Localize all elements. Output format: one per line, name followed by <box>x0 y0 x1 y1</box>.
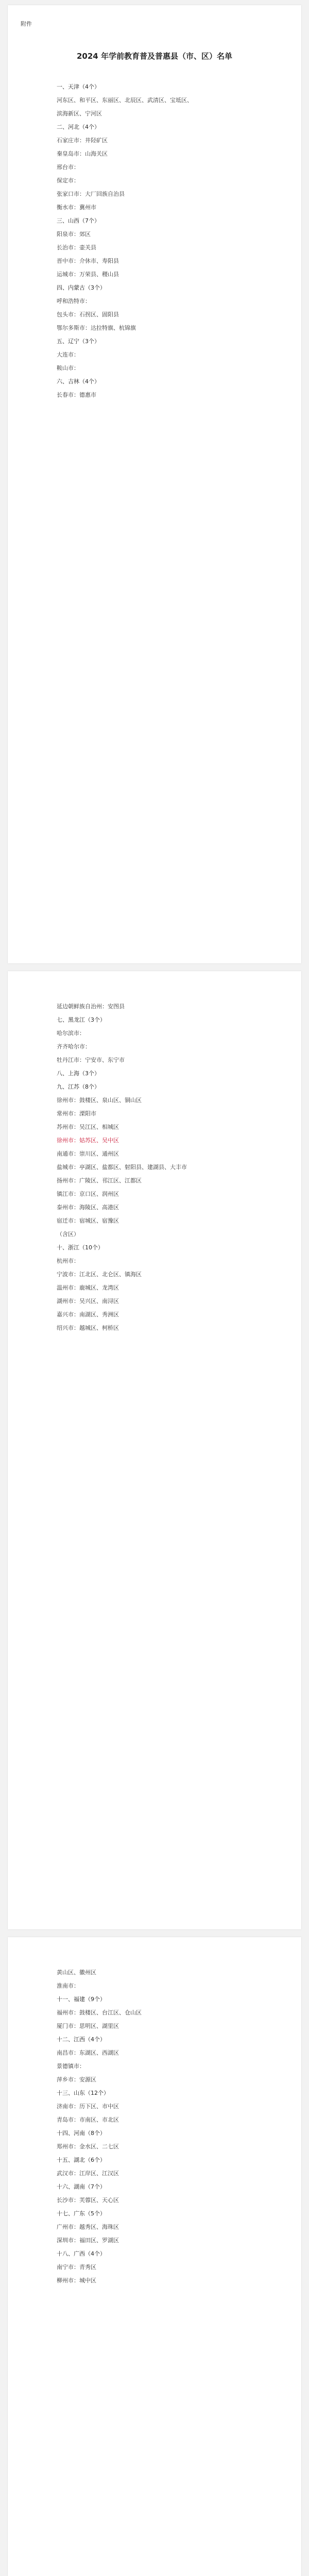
district-line: 保定市： <box>57 177 79 184</box>
district-line: 杭州市： <box>57 1258 79 1264</box>
district-line: 晋中市：介休市、寿阳县 <box>57 258 119 264</box>
region-heading: 十三、山东（12个） <box>57 2090 109 2096</box>
district-line: 鄂尔多斯市：达拉特旗、杭锦旗 <box>57 325 136 331</box>
district-line: 呼和浩特市： <box>57 298 91 304</box>
district-line: 石家庄市：井陉矿区 <box>57 137 108 144</box>
region-heading: 四、内蒙古（3个） <box>57 284 106 291</box>
region-heading: 九、江苏（8个） <box>57 1083 100 1090</box>
region-heading: 六、吉林（4个） <box>57 378 100 385</box>
page-sheet-1 <box>8 5 301 963</box>
district-line: 张家口市：大厂回族自治县 <box>57 191 125 197</box>
district-line: 淮南市： <box>57 1982 79 1989</box>
region-heading: 三、山西（7个） <box>57 217 100 224</box>
district-line: 盐城市：亭湖区、盐都区、射阳县、建湖县、大丰市 <box>57 1164 187 1171</box>
district-line: 徐州市：鼓楼区、泉山区、铜山区 <box>57 1097 142 1104</box>
region-heading: 五、辽宁（3个） <box>57 338 100 345</box>
district-line: 运城市：万荣县、稷山县 <box>57 271 119 278</box>
district-line: 柳州市：城中区 <box>57 2277 96 2284</box>
district-line: 阳泉市：郊区 <box>57 231 91 238</box>
district-line: 黄山区、徽州区 <box>57 1969 96 1976</box>
district-line: 宿迁市：宿城区、宿豫区 <box>57 1217 119 1224</box>
district-line: 鞍山市： <box>57 365 79 371</box>
district-line: 大连市： <box>57 351 79 358</box>
district-line: 徐州市：姑苏区、吴中区 <box>57 1137 119 1144</box>
district-line: 苏州市：吴江区、相城区 <box>57 1124 119 1130</box>
district-line: 长沙市：芙蓉区、天心区 <box>57 2197 119 2204</box>
district-line: 南宁市：青秀区 <box>57 2264 96 2270</box>
district-line: 深圳市：福田区、罗湖区 <box>57 2237 119 2244</box>
district-line: 齐齐哈尔市： <box>57 1043 91 1050</box>
page-title: 2024 年学前教育普及普惠县（市、区）名单 <box>77 52 232 61</box>
district-line: 绍兴市：越城区、柯桥区 <box>57 1325 119 1331</box>
entry-list <box>57 82 273 404</box>
region-heading: 七、黑龙江（3个） <box>57 1016 106 1023</box>
district-line: 牡丹江市：宁安市、东宁市 <box>57 1057 125 1063</box>
district-line: 南昌市：东湖区、西湖区 <box>57 2049 119 2056</box>
region-heading: 十一、福建（9个） <box>57 1996 106 2003</box>
district-line: 邢台市： <box>57 164 79 171</box>
district-line: 镇江市：京口区、润州区 <box>57 1191 119 1197</box>
region-heading: 十六、湖南（7个） <box>57 2183 106 2190</box>
district-line: 广州市：越秀区、海珠区 <box>57 2224 119 2230</box>
entry-list <box>57 1002 273 1337</box>
region-heading: 十七、广东（5个） <box>57 2210 106 2217</box>
region-heading: 二、河北（4个） <box>57 124 100 130</box>
region-heading: 十二、江西（4个） <box>57 2036 106 2043</box>
district-line: 秦皇岛市：山海关区 <box>57 150 108 157</box>
region-heading: 八、上海（3个） <box>57 1070 100 1077</box>
district-line: 延边朝鲜族自治州：安图县 <box>57 1003 125 1010</box>
district-line: 郑州市：金水区、二七区 <box>57 2143 119 2150</box>
district-line: 宁波市：江北区、北仑区、镇海区 <box>57 1271 142 1278</box>
district-line: （含区） <box>57 1231 79 1238</box>
entry-list <box>57 1968 273 2290</box>
district-line: 厦门市：思明区、湖里区 <box>57 2023 119 2029</box>
district-line: 武汉市：江岸区、江汉区 <box>57 2170 119 2177</box>
district-line: 温州市：鹿城区、龙湾区 <box>57 1284 119 1291</box>
district-line: 河东区、和平区、东丽区、北辰区、武清区、宝坻区、 <box>57 97 193 104</box>
district-line: 济南市：历下区、市中区 <box>57 2103 119 2110</box>
district-line: 滨海新区、宁河区 <box>57 110 102 117</box>
district-line: 包头市：石拐区、固阳县 <box>57 311 119 318</box>
district-line: 南通市：崇川区、通州区 <box>57 1150 119 1157</box>
district-line: 景德镇市： <box>57 2063 85 2070</box>
district-line: 哈尔滨市： <box>57 1030 85 1037</box>
district-line: 湖州市：吴兴区、南浔区 <box>57 1298 119 1304</box>
page-sheet-3 <box>8 1937 301 2576</box>
region-heading: 十、浙江（10个） <box>57 1244 104 1251</box>
district-line: 衡水市：冀州市 <box>57 204 96 211</box>
attachment-label: 附件 <box>21 21 32 27</box>
district-line: 泰州市：海陵区、高港区 <box>57 1204 119 1211</box>
district-line: 长治市：壶关县 <box>57 244 96 251</box>
district-line: 扬州市：广陵区、邗江区、江都区 <box>57 1177 142 1184</box>
region-heading: 十八、广西（4个） <box>57 2250 106 2257</box>
district-line: 嘉兴市：南湖区、秀洲区 <box>57 1311 119 1318</box>
district-line: 青岛市：市南区、市北区 <box>57 2116 119 2123</box>
district-line: 长春市：德惠市 <box>57 392 96 398</box>
region-heading: 十五、湖北（6个） <box>57 2157 106 2163</box>
district-line: 福州市：鼓楼区、台江区、仓山区 <box>57 2009 142 2016</box>
district-line: 常州市：溧阳市 <box>57 1110 96 1117</box>
region-heading: 十四、河南（8个） <box>57 2130 106 2137</box>
region-heading: 一、天津（4个） <box>57 83 100 90</box>
page-sheet-2 <box>8 971 301 1929</box>
district-line: 萍乡市：安源区 <box>57 2076 96 2083</box>
